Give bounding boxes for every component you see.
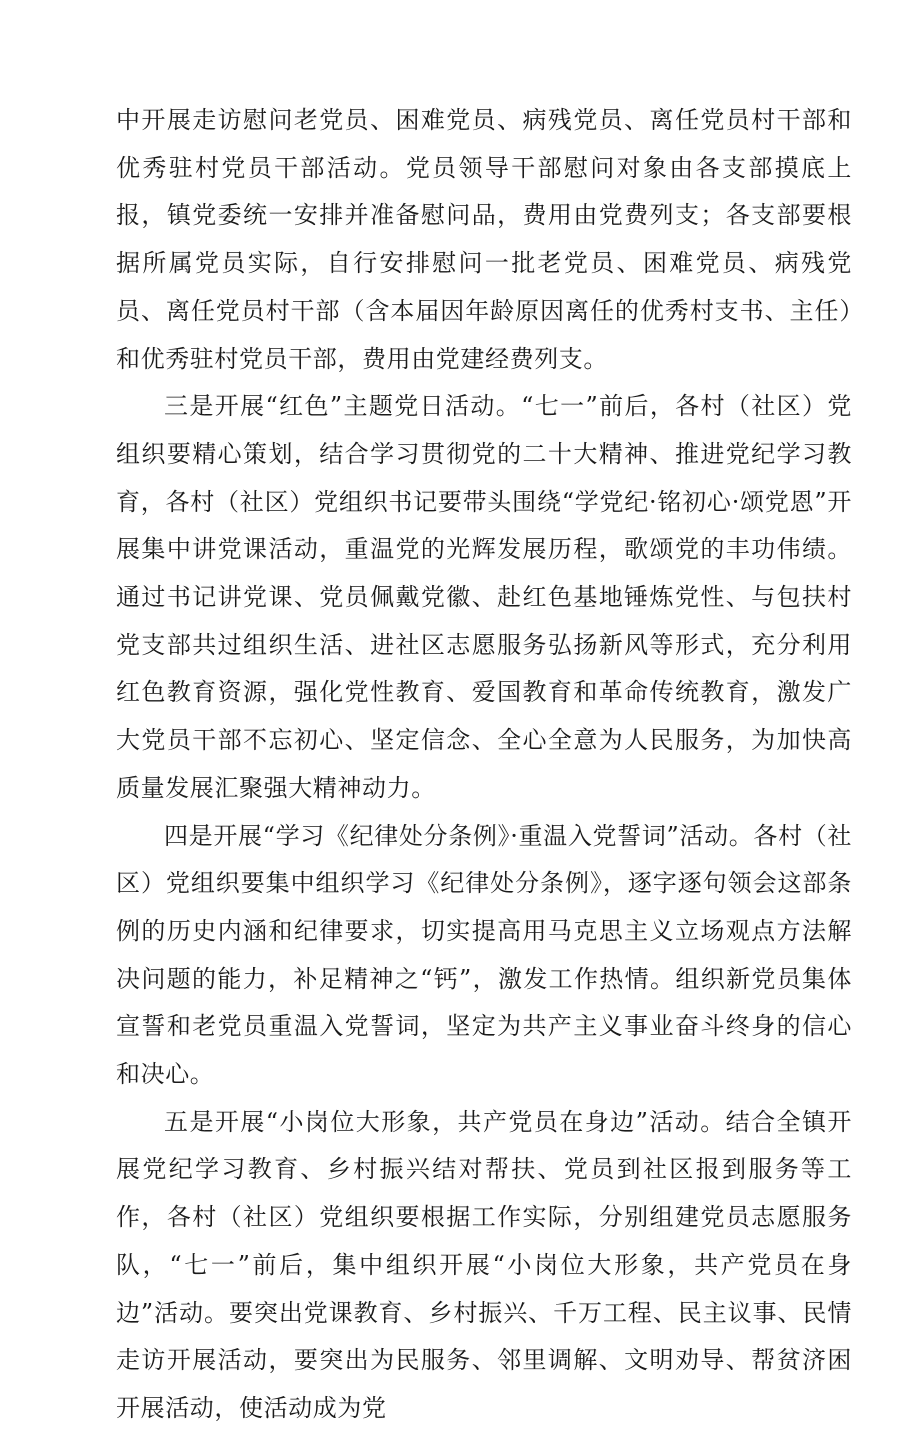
paragraph-three: 三是开展“红色”主题党日活动。“七一”前后，各村（社区）党组织要精心策划，结合学习贯彻党的二十大精神、推进党纪学习教育，各村（社区）党组织书记要带头围绕“学党纪·铭初心·颂党恩”开展集中讲党课活动，重温党的光辉发展历程，歌颂党的丰功伟绩。通过书记讲党课、党员佩戴党徽、赴红色基地锤炼党性、与包扶村党支部共过组织生活、进社区志愿服务弘扬新风等形式，充分利用红色教育资源，强化党性教育、爱国教育和革命传统教育，激发广大党员干部不忘初心、坚定信念、全心全意为人民服务，为加快高质量发展汇聚强大精神动力。 [116,392,852,802]
paragraph-continuation: 中开展走访慰问老党员、困难党员、病残党员、离任党员村干部和优秀驻村党员干部活动。党员领导干部慰问对象由各支部摸底上报，镇党委统一安排并准备慰问品，费用由党费列支；各支部要根据所属党员实际，自行安排慰问一批老党员、困难党员、病残党员、离任党员村干部（含本届因年龄原因离任的优秀村支书、主任）和优秀驻村党员干部，费用由党建经费列支。 [116,106,852,373]
paragraph-five: 五是开展“小岗位大形象，共产党员在身边”活动。结合全镇开展党纪学习教育、乡村振兴结对帮扶、党员到社区报到服务等工作，各村（社区）党组织要根据工作实际，分别组建党员志愿服务队，“七一”前后，集中组织开展“小岗位大形象，共产党员在身边”活动。要突出党课教育、乡村振兴、千万工程、民主议事、民情走访开展活动，要突出为民服务、邻里调解、文明劝导、帮贫济困开展活动，使活动成为党 [116,1107,852,1422]
paragraph-four: 四是开展“学习《纪律处分条例》·重温入党誓词”活动。各村（社区）党组织要集中组织学习《纪律处分条例》，逐字逐句领会这部条例的历史内涵和纪律要求，切实提高用马克思主义立场观点方法解决问题的能力，补足精神之“钙”，激发工作热情。组织新党员集体宣誓和老党员重温入党誓词，坚定为共产主义事业奋斗终身的信心和决心。 [116,821,852,1089]
document-body [116,97,852,1433]
